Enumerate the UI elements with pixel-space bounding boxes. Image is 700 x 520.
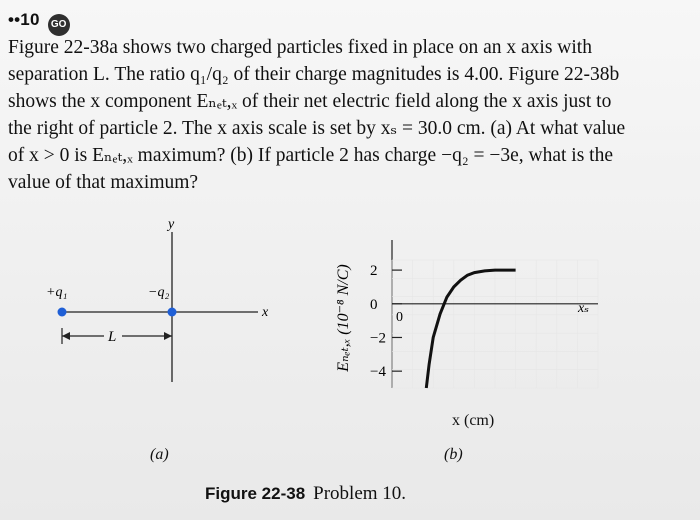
figure-caption (205, 483, 406, 505)
figure-b-sublabel: (b) (444, 446, 463, 463)
figure-a-x-label: x (262, 305, 269, 320)
chart-y-tick-label: 0 (370, 296, 378, 313)
chart-y-tick-label: 2 (370, 263, 378, 280)
charge-q2-label: −q₂ (148, 285, 170, 300)
chart-series-line (426, 270, 515, 388)
chart-x-axis-label: x (cm) (452, 412, 495, 429)
figure-a-sublabel: (a) (150, 446, 169, 463)
figure-caption-text: Problem 10. (313, 483, 407, 504)
chart-x-tick-zero: 0 (396, 309, 403, 325)
go-badge-icon: GO (48, 14, 70, 36)
figure-caption-label: Figure 22-38 (205, 484, 306, 503)
chart-y-axis-label: Eₙₑₜ,ₓ (10⁻⁸ N/C) (335, 264, 352, 372)
separation-label: L (108, 329, 117, 345)
figure-a-y-label: y (168, 217, 175, 232)
chart-grid (392, 260, 598, 388)
charge-q1-label: +q₁ (46, 285, 68, 300)
chart-x-tick-end: xₛ (578, 300, 589, 316)
problem-text: Figure 22-38a shows two charged particles fixed in place on an x axis with separation L. The ratio q₁/q₂ of their charge magnitudes is 4.00. Figure 22-38b shows the x component Eₙₑₜ,ₓ of their net electric field along the x axis just to the right of particle 2. The x axis scale is set by xₛ = 30.0 cm. (a) At what value of x > 0 is Eₙₑₜ,ₓ maximum? (b) If particle 2 has charge −q₂ = −3e, what is the value of that maximum? (8, 36, 626, 193)
chart-y-tick-label: −2 (370, 330, 386, 347)
chart-y-tick-label: −4 (370, 364, 386, 381)
problem-number: ••10 (8, 10, 40, 29)
